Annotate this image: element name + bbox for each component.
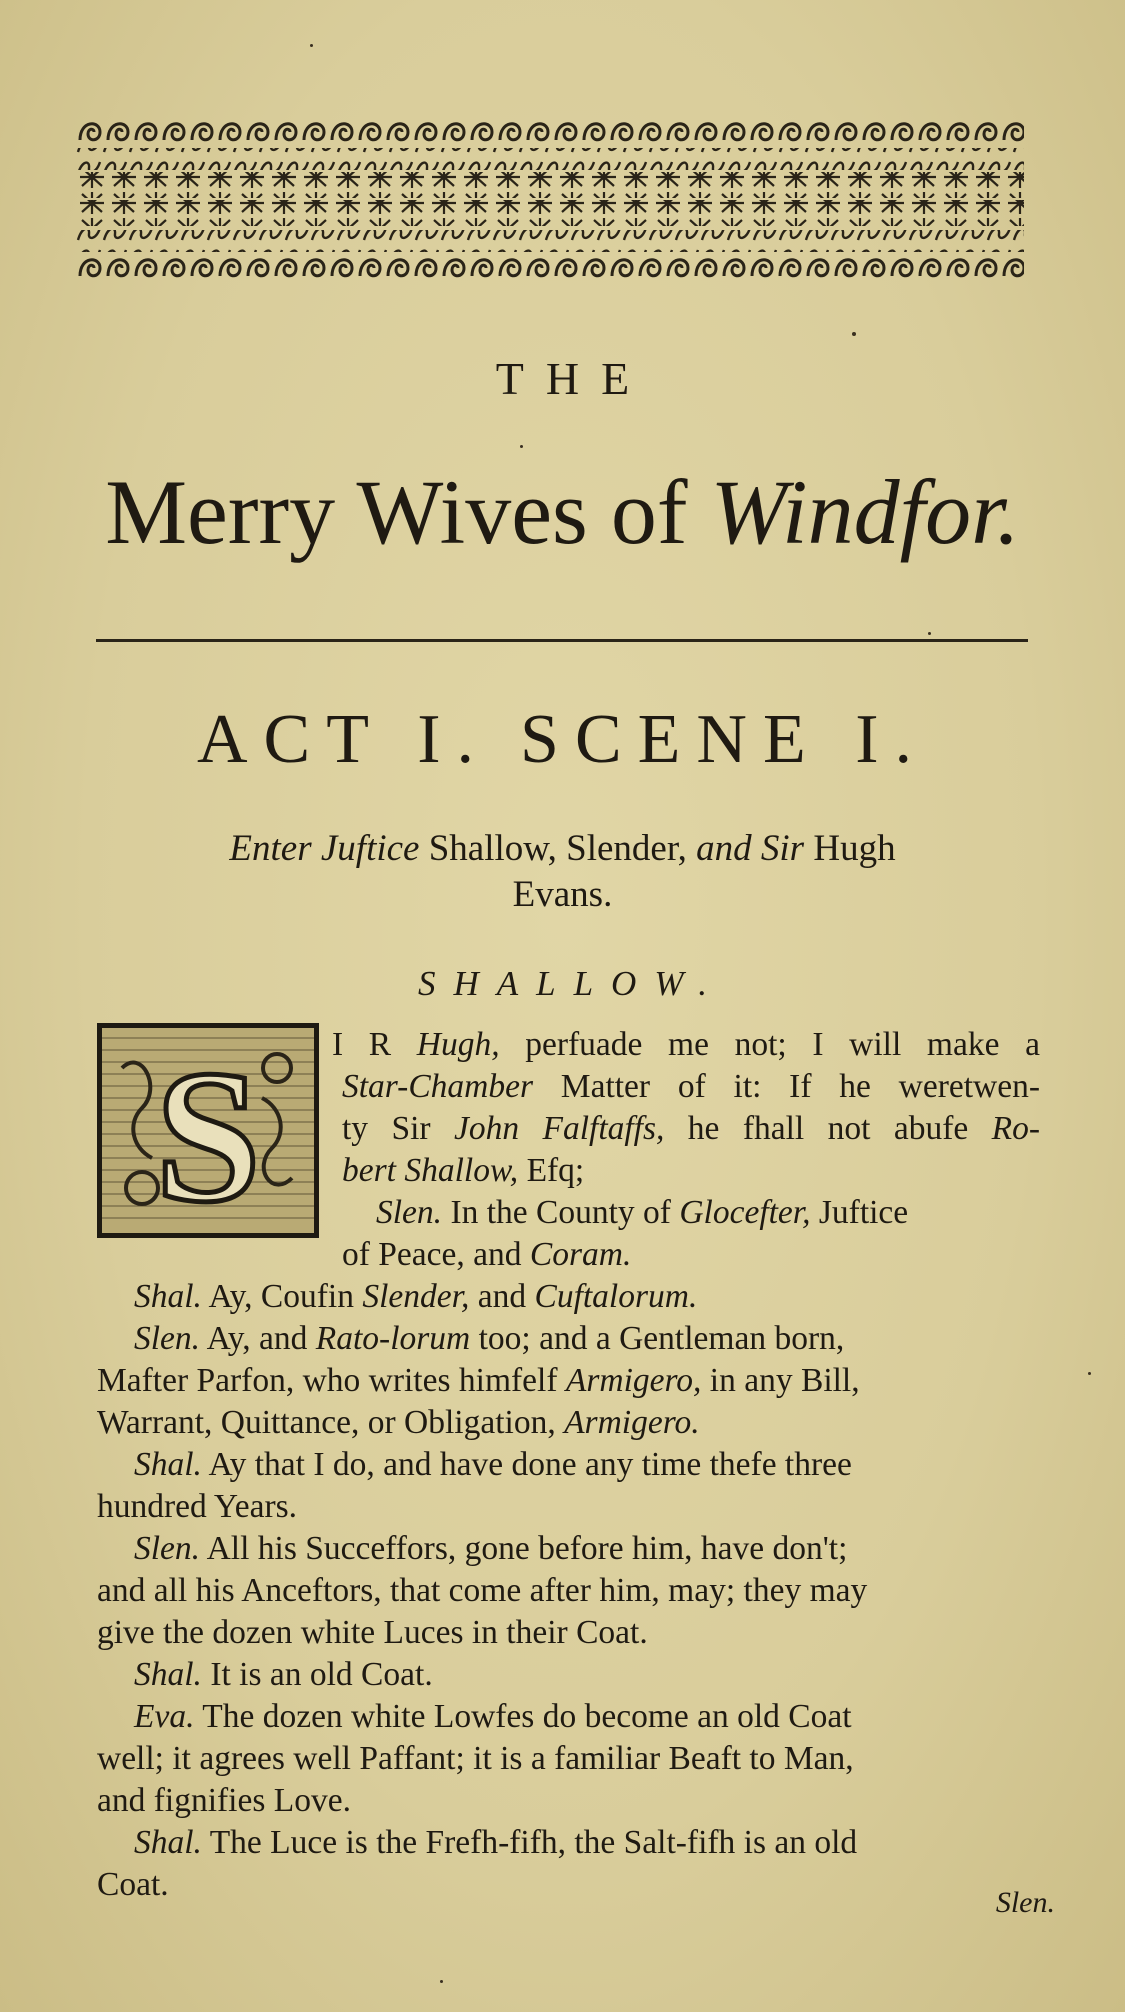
sd-and-sir: and Sir bbox=[696, 828, 805, 869]
text-line: and fignifies Love. bbox=[97, 1782, 351, 1819]
drop-cap bbox=[97, 1023, 319, 1238]
act-label: ACT I. bbox=[196, 701, 491, 778]
drop-cap-letter: S bbox=[155, 1032, 261, 1233]
sd-names: Shallow, Slender, bbox=[428, 828, 687, 869]
paper-speck bbox=[440, 1980, 443, 1983]
text-line: Eva. The dozen white Lowfes do become an old Coat bbox=[134, 1698, 852, 1735]
text-line: of Peace, and Coram. bbox=[342, 1236, 632, 1273]
stage-direction bbox=[80, 826, 1045, 918]
text-line: Coat. bbox=[97, 1866, 169, 1903]
text-line: Mafter Parfon, who writes himfelf Armigero, in any Bill, bbox=[97, 1362, 860, 1399]
paper-speck bbox=[852, 332, 856, 336]
scene-label: SCENE I. bbox=[520, 701, 929, 778]
text-line: Slen. All his Succeffors, gone before him, have don't; bbox=[134, 1530, 848, 1567]
text-line: well; it agrees well Paffant; it is a familiar Beaft to Man, bbox=[97, 1740, 854, 1777]
text-line: I R Hugh, perfuade me not; I will make a bbox=[332, 1026, 1040, 1063]
head-ornament bbox=[76, 112, 1024, 290]
text-line: ty Sir John Falftaffs, he fhall not abufe Ro- bbox=[342, 1110, 1041, 1147]
sd-justice: Juftice bbox=[320, 828, 420, 869]
speaker-heading: SHALLOW. bbox=[417, 964, 726, 1003]
title-rule bbox=[96, 639, 1028, 642]
title-the: THE bbox=[495, 353, 652, 404]
sd-enter: Enter bbox=[229, 828, 312, 869]
text-line: Warrant, Quittance, or Obligation, Armigero. bbox=[97, 1404, 700, 1441]
text-line: Slen. Ay, and Rato-lorum too; and a Gentleman born, bbox=[134, 1320, 845, 1357]
paper-speck bbox=[928, 632, 931, 635]
paper-speck bbox=[520, 445, 523, 448]
play-title bbox=[0, 462, 1125, 563]
text-line: give the dozen white Luces in their Coat. bbox=[97, 1614, 648, 1651]
sd-hugh: Hugh bbox=[813, 828, 896, 869]
text-line: Shal. Ay, Coufin Slender, and Cuftalorum. bbox=[134, 1278, 698, 1315]
paper-speck bbox=[1088, 1372, 1091, 1375]
text-line: and all his Anceftors, that come after him, may; they may bbox=[97, 1572, 868, 1609]
sd-evans: Evans. bbox=[512, 874, 613, 915]
text-line: hundred Years. bbox=[97, 1488, 298, 1525]
text-line: Shal. The Luce is the Frefh-fifh, the Salt-fifh is an old bbox=[134, 1824, 858, 1861]
text-line: bert Shallow, Efq; bbox=[342, 1152, 585, 1189]
text-line: Slen. In the County of Glocefter, Juftice bbox=[376, 1194, 909, 1231]
play-title-italic: Windfor. bbox=[710, 461, 1020, 563]
text-line: Star-Chamber Matter of it: If he weretwen- bbox=[342, 1068, 1040, 1105]
text-line: Shal. Ay that I do, and have done any time thefe three bbox=[134, 1446, 852, 1483]
text-line: Shal. It is an old Coat. bbox=[134, 1656, 433, 1693]
play-title-roman: Merry Wives of bbox=[105, 461, 711, 563]
paper-speck bbox=[310, 44, 313, 47]
catchword: Slen. bbox=[995, 1886, 1055, 1919]
act-heading bbox=[0, 700, 1125, 780]
